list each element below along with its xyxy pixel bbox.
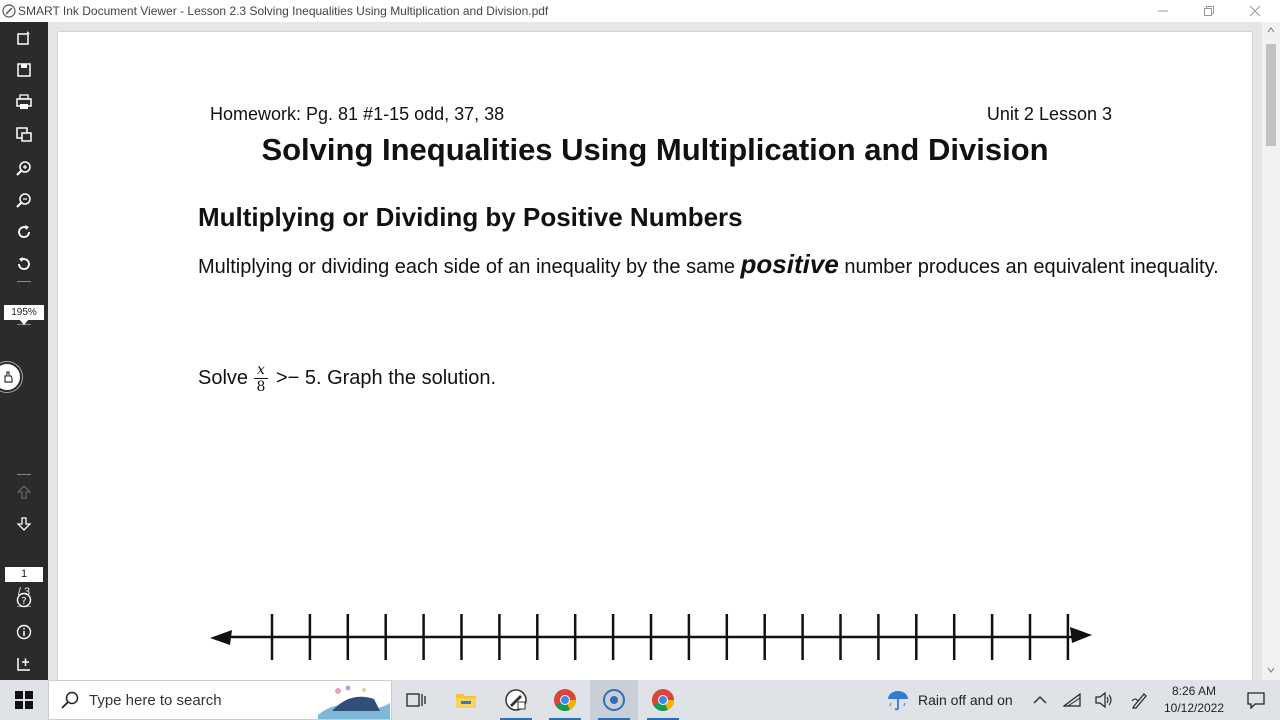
chrome-icon — [553, 688, 577, 712]
smart-ink-taskbar-button[interactable] — [492, 680, 540, 720]
taskbar — [0, 680, 1280, 720]
info-icon — [16, 624, 32, 640]
zoom-dropdown-icon — [18, 318, 30, 326]
scroll-thumb[interactable] — [1266, 44, 1276, 146]
rotate-clockwise-button[interactable] — [12, 220, 36, 244]
restore-icon — [1204, 6, 1214, 16]
number-line — [58, 610, 1252, 670]
paragraph-end: number produces an equivalent inequality. — [838, 256, 1219, 278]
help-icon — [16, 592, 32, 608]
notification-icon — [1247, 691, 1265, 709]
close-button[interactable] — [1232, 0, 1278, 22]
fit-page-icon — [16, 656, 32, 672]
minimize-button[interactable] — [1140, 0, 1186, 22]
solve-suffix: >− 5. Graph the solution. — [275, 367, 497, 389]
rotate-clockwise-icon — [16, 224, 32, 240]
fraction-denominator: 8 — [256, 379, 266, 395]
windows-start-icon — [15, 691, 33, 709]
zoom-dropdown-button[interactable] — [12, 300, 36, 316]
page-total: / 3 — [17, 586, 31, 598]
number-line-left-arrow — [210, 630, 232, 645]
next-page-button[interactable] — [12, 512, 36, 536]
scroll-down-button[interactable] — [1262, 664, 1280, 678]
search-highlight-illustration — [314, 681, 390, 719]
definition-paragraph — [198, 246, 1219, 286]
solve-prompt — [198, 362, 496, 395]
restore-button[interactable] — [1186, 0, 1232, 22]
taskbar-search-box[interactable] — [48, 680, 392, 720]
fit-page-button[interactable] — [12, 652, 36, 676]
window-title: SMART Ink Document Viewer - Lesson 2.3 Solving Inequalities Using Multiplication and Division.pdf — [18, 4, 549, 18]
left-toolbar — [0, 22, 48, 680]
chevron-up-icon — [1267, 27, 1275, 33]
vertical-scrollbar[interactable] — [1262, 22, 1280, 680]
network-icon — [1063, 693, 1081, 707]
page-setup-button[interactable] — [12, 122, 36, 146]
info-button[interactable] — [12, 620, 36, 644]
fraction — [254, 362, 268, 395]
fraction-numerator: x — [254, 362, 268, 379]
emphasis-word: positive — [740, 249, 839, 279]
previous-page-icon — [17, 485, 31, 499]
zoom-out-icon — [16, 192, 32, 208]
media-app-icon — [602, 688, 626, 712]
chrome-taskbar-button-2[interactable] — [639, 680, 687, 720]
page-setup-icon — [16, 126, 32, 142]
chevron-down-icon — [1267, 667, 1275, 673]
zoom-in-icon — [16, 160, 32, 176]
svg-text:?: ? — [21, 596, 27, 607]
search-icon — [61, 691, 79, 709]
open-button[interactable] — [12, 26, 36, 50]
toolbar-divider — [17, 474, 31, 475]
document-title: Solving Inequalities Using Multiplication and Division — [261, 132, 1049, 167]
previous-page-button[interactable] — [12, 480, 36, 504]
help-button[interactable] — [12, 588, 36, 612]
clock-date: 10/12/2022 — [1163, 701, 1225, 715]
zoom-out-button[interactable] — [12, 188, 36, 212]
rotate-counterclockwise-icon — [16, 256, 32, 272]
volume-icon — [1095, 692, 1113, 708]
next-page-icon — [17, 517, 31, 531]
current-page-field[interactable]: 1 — [5, 567, 43, 582]
chrome-icon — [651, 688, 675, 712]
section-heading: Multiplying or Dividing by Positive Numbers — [198, 202, 743, 232]
zoom-level[interactable]: 195% — [4, 305, 44, 320]
task-view-button[interactable] — [392, 680, 440, 720]
hand-tool-icon — [2, 370, 16, 384]
hand-tool-button[interactable] — [0, 362, 22, 392]
zoom-in-button[interactable] — [12, 156, 36, 180]
taskbar-clock[interactable] — [1156, 683, 1232, 717]
number-line-right-arrow — [1070, 627, 1092, 643]
weather-icon — [886, 688, 910, 712]
smart-ink-icon — [504, 688, 528, 712]
save-icon — [16, 62, 32, 78]
scroll-up-button[interactable] — [1262, 24, 1280, 38]
weather-text[interactable]: Rain off and on — [918, 692, 1013, 708]
weather-widget-button[interactable] — [874, 680, 922, 720]
minimize-icon — [1158, 6, 1168, 16]
open-icon — [16, 30, 32, 46]
file-explorer-icon — [455, 691, 477, 709]
print-icon — [16, 94, 32, 110]
pen-icon — [1131, 691, 1149, 709]
search-placeholder: Type here to search — [89, 692, 222, 709]
close-icon — [1250, 6, 1260, 16]
start-button[interactable] — [0, 680, 48, 720]
smart-ink-app-icon — [2, 4, 16, 18]
toolbar-divider — [17, 281, 31, 282]
chrome-taskbar-button[interactable] — [541, 680, 589, 720]
paragraph-start: Multiplying or dividing each side of an inequality by the same — [198, 256, 741, 278]
title-bar — [0, 0, 1280, 23]
notification-center-button[interactable] — [1232, 680, 1280, 720]
task-view-icon — [406, 692, 426, 708]
unit-label: Unit 2 Lesson 3 — [986, 104, 1112, 124]
save-button[interactable] — [12, 58, 36, 82]
homework-line: Homework: Pg. 81 #1-15 odd, 37, 38 — [210, 104, 505, 124]
media-app-taskbar-button[interactable] — [590, 680, 638, 720]
file-explorer-button[interactable] — [442, 680, 490, 720]
chevron-up-icon — [1033, 696, 1047, 704]
clock-time: 8:26 AM — [1171, 684, 1217, 698]
document-viewer[interactable] — [48, 22, 1262, 680]
rotate-counterclockwise-button[interactable] — [12, 252, 36, 276]
print-button[interactable] — [12, 90, 36, 114]
pdf-page — [58, 32, 1252, 680]
solve-prefix: Solve — [198, 367, 249, 389]
